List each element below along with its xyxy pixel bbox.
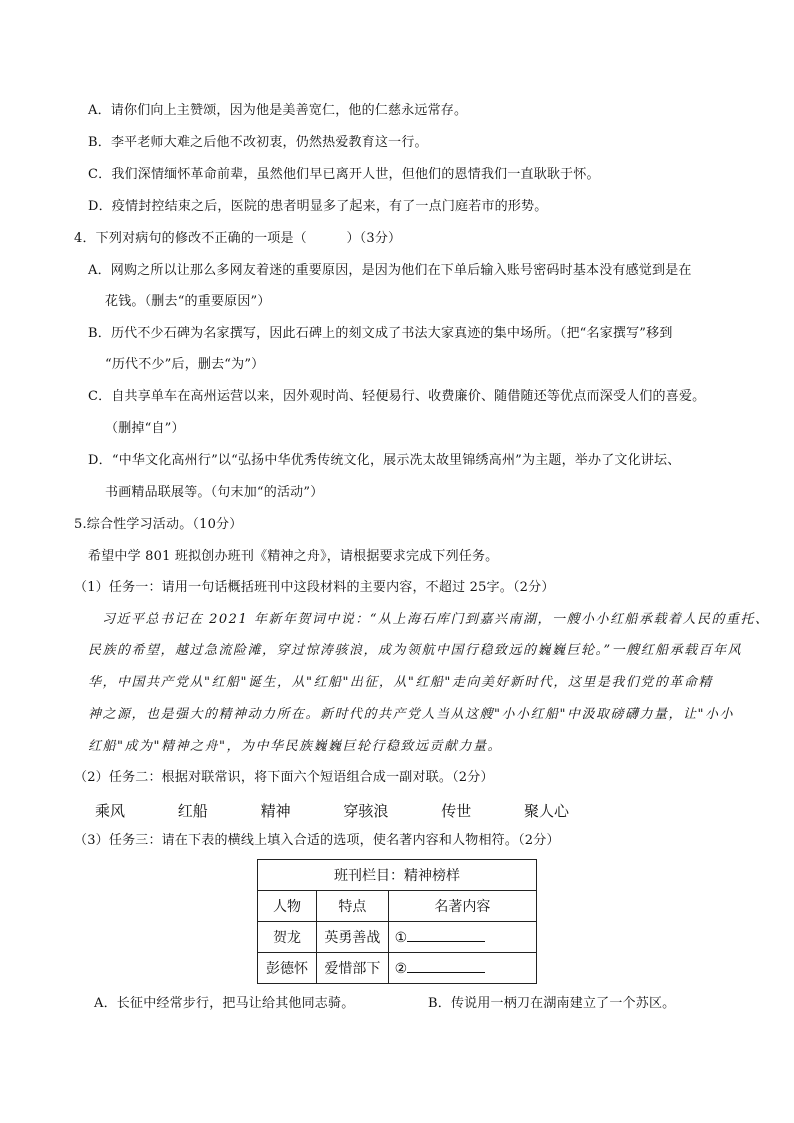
answer-blank-line[interactable]	[407, 929, 485, 942]
header-trait: 特点	[317, 891, 389, 922]
header-person: 人物	[258, 891, 317, 922]
table-row	[258, 922, 537, 953]
passage-line-2: 民族的希望，越过急流险滩，穿过惊涛骇浪，成为领航中国行稳致远的巍巍巨轮。”一艘红船承载百年风	[88, 643, 743, 658]
passage-line-3: 华，中国共产党从"红船"诞生，从"红船"出征，从"红船"走向美好新时代，这里是我们党的革命精	[88, 675, 713, 690]
option-c: C．我们深情缅怀革命前辈，虽然他们早已离开人世，但他们的恩情我们一直耿耿于怀。	[88, 167, 600, 182]
phrase-2: 红船	[177, 802, 208, 820]
passage-line-1: 习近平总书记在 2021 年新年贺词中说：“从上海石库门到嘉兴南湖，一艘小小红船承载着人民的重托、	[102, 612, 770, 627]
person-cell: 彭德怀	[258, 953, 317, 984]
blank-mark: ①	[394, 929, 408, 946]
person-cell: 贺龙	[258, 922, 317, 953]
passage-line-5: 红船"成为"精神之舟"，为中华民族巍巍巨轮行稳致远贡献力量。	[88, 739, 502, 754]
q4-option-d-line1: D．“中华文化高州行”以“弘扬中华优秀传统文化，展示冼太故里锦绣高州”为主题，举办了文化讲坛、	[88, 453, 681, 468]
header-content: 名著内容	[388, 891, 536, 922]
option-b: B．李平老师大难之后他不改初衷，仍然热爱教育这一行。	[88, 135, 428, 150]
q4-option-c-line1: C．自共享单车在高州运营以来，因外观时尚、轻便易行、收费廉价、随借随还等优点而深受人们的喜爱。	[88, 389, 706, 404]
answer-cell[interactable]	[388, 922, 536, 953]
task-1-prompt: （1）任务一：请用一句话概括班刊中这段材料的主要内容，不超过 25字。（2分）	[74, 580, 555, 595]
answer-blank-line[interactable]	[407, 960, 485, 973]
phrase-1: 乘风	[95, 802, 126, 820]
q4-option-b-line1: B．历代不少石碑为名家撰写，因此石碑上的刻文成了书法大家真迹的集中场所。（把“名家撰写”移到	[88, 326, 673, 341]
table-row	[258, 953, 537, 984]
q4-option-d-line2: 书画精品联展等。（句末加“的活动”）	[105, 485, 324, 500]
q4-option-c-line2: （删掉“自”）	[105, 421, 185, 436]
q4-option-a-line1: A．网购之所以让那么多网友着迷的重要原因，是因为他们在下单后输入账号密码时基本没有感觉到是在	[88, 263, 692, 278]
choice-b: B．传说用一柄刀在湖南建立了一个苏区。	[428, 996, 676, 1011]
trait-cell: 爱惜部下	[317, 953, 389, 984]
answer-cell[interactable]	[388, 953, 536, 984]
trait-cell: 英勇善战	[317, 922, 389, 953]
phrase-4: 穿骇浪	[343, 802, 389, 820]
question-5-intro: 希望中学 801 班拟创办班刊《精神之舟》，请根据要求完成下列任务。	[88, 549, 499, 564]
option-d: D．疫情封控结束之后，医院的患者明显多了起来，有了一点门庭若市的形势。	[88, 199, 548, 214]
option-a: A．请你们向上主赞颂，因为他是美善宽仁，他的仁慈永远常存。	[88, 103, 468, 118]
task-3-prompt: （3）任务三：请在下表的横线上填入合适的选项，使名著内容和人物相符。（2分）	[74, 833, 560, 848]
question-5-title: 5.综合性学习活动。（10分）	[74, 517, 243, 532]
blank-mark: ②	[394, 960, 408, 977]
phrase-3: 精神	[260, 802, 291, 820]
q4-option-a-line2: 花钱。（删去“的重要原因”）	[105, 294, 271, 309]
question-4-stem: 4．下列对病句的修改不正确的一项是（ ）（3分）	[74, 231, 402, 246]
phrase-list	[95, 800, 617, 821]
phrase-5: 传世	[441, 802, 472, 820]
q4-option-b-line2: “历代不少”后，删去“为”）	[105, 357, 265, 372]
phrase-6: 聚人心	[523, 802, 569, 820]
task-2-prompt: （2）任务二：根据对联常识，将下面六个短语组合成一副对联。（2分）	[74, 770, 494, 785]
table-caption: 班刊栏目：精神榜样	[258, 860, 537, 891]
passage-line-4: 神之源，也是强大的精神动力所在。新时代的共产党人当从这艘"小小红船"中汲取磅礴力量，让"小小	[88, 707, 734, 722]
role-model-table	[257, 859, 537, 984]
choice-a: A．长征中经常步行，把马让给其他同志骑。	[94, 996, 355, 1011]
